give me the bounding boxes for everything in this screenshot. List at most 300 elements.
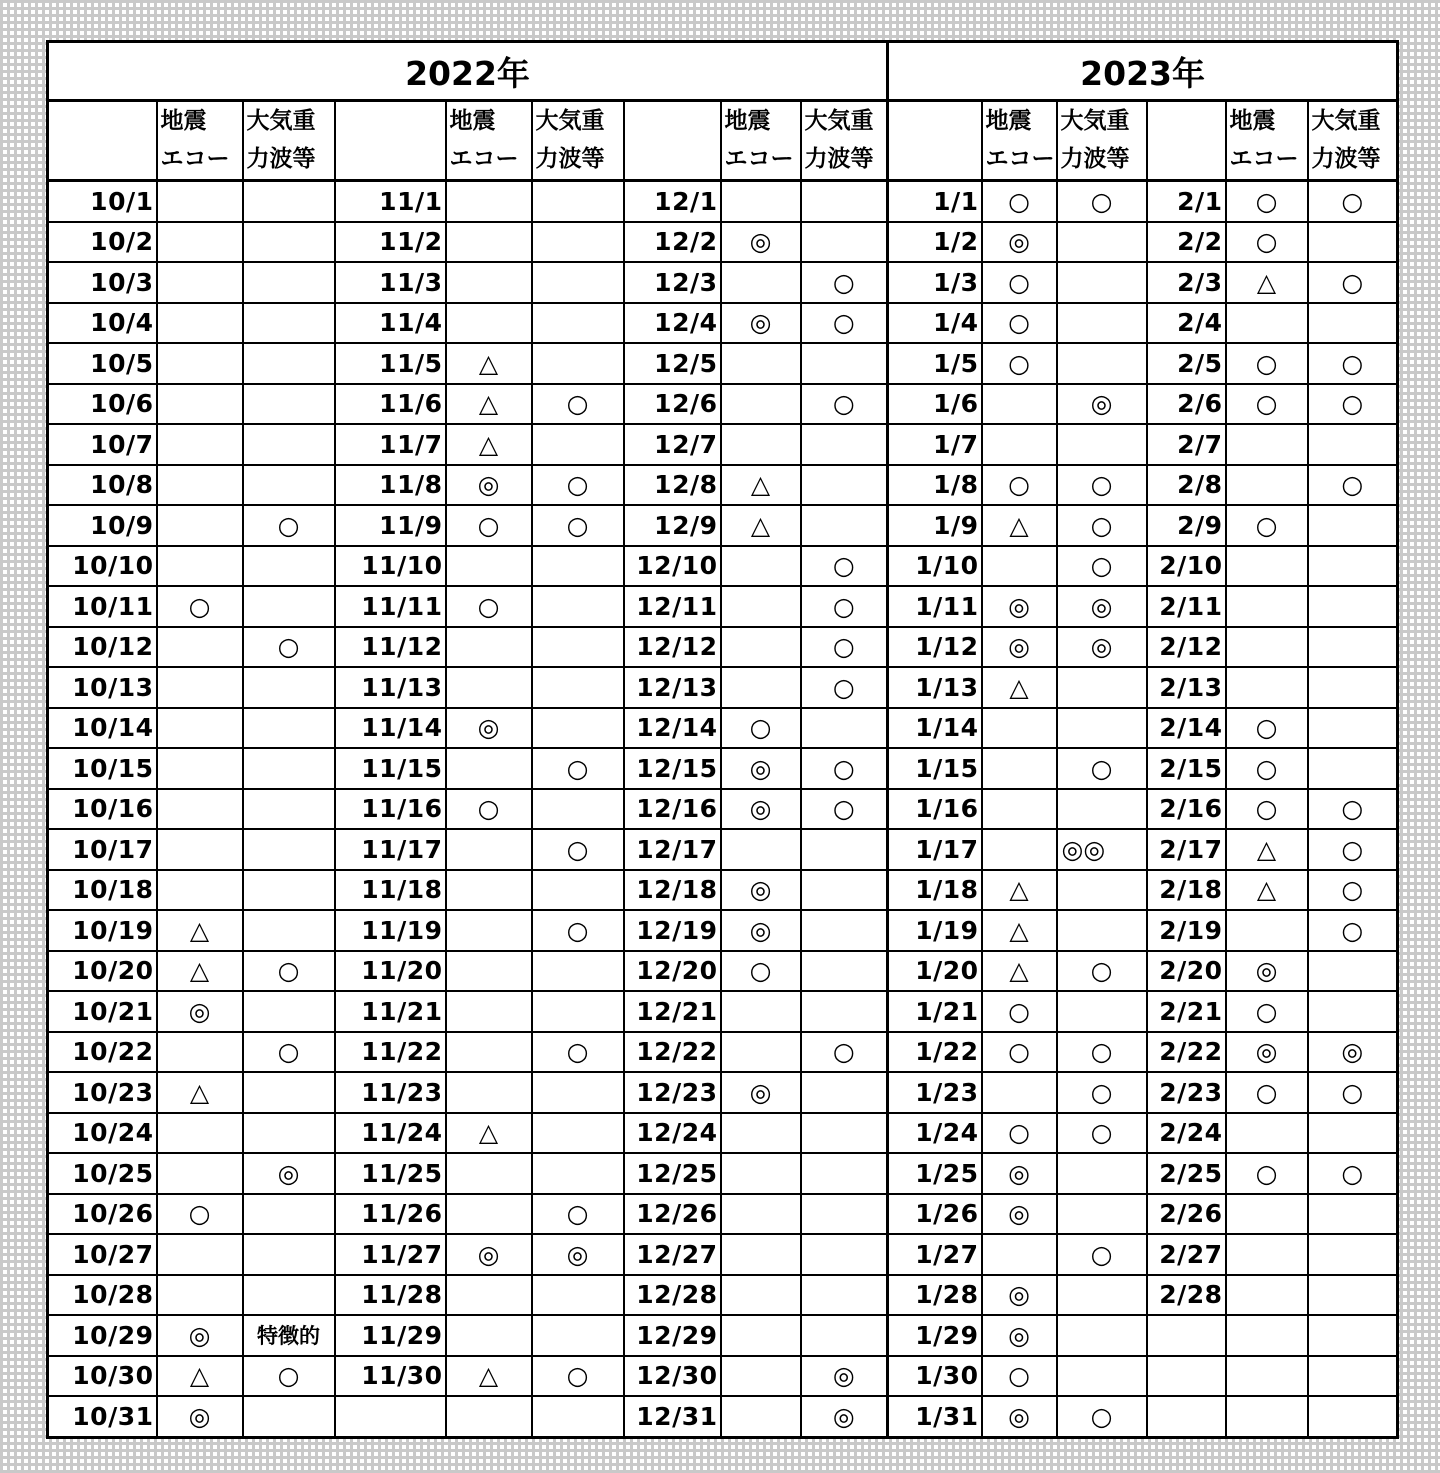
gravity-wave-mark[interactable]: ○ <box>801 789 888 830</box>
gravity-wave-mark[interactable]: ◎ <box>532 1234 624 1275</box>
quake-echo-mark[interactable] <box>982 789 1057 830</box>
gravity-wave-mark[interactable] <box>1057 262 1147 303</box>
quake-echo-mark[interactable] <box>721 1275 801 1316</box>
date-cell[interactable]: 11/4 <box>335 303 446 344</box>
date-cell[interactable]: 1/1 <box>888 181 982 222</box>
date-cell[interactable]: 11/7 <box>335 424 446 465</box>
quake-echo-mark[interactable] <box>1226 465 1308 506</box>
date-cell[interactable]: 10/20 <box>48 951 157 992</box>
date-cell[interactable]: 12/30 <box>624 1356 721 1397</box>
quake-echo-mark[interactable]: ◎ <box>721 789 801 830</box>
quake-echo-mark[interactable]: △ <box>1226 262 1308 303</box>
quake-echo-mark[interactable]: ○ <box>1226 181 1308 222</box>
date-cell[interactable]: 1/8 <box>888 465 982 506</box>
quake-echo-mark[interactable] <box>446 262 532 303</box>
gravity-wave-mark[interactable] <box>1308 222 1398 263</box>
quake-echo-mark[interactable]: △ <box>1226 870 1308 911</box>
gravity-wave-mark[interactable] <box>532 222 624 263</box>
gravity-wave-mark[interactable] <box>532 343 624 384</box>
date-cell[interactable]: 11/19 <box>335 910 446 951</box>
date-cell[interactable]: 1/23 <box>888 1072 982 1113</box>
quake-echo-mark[interactable]: △ <box>157 1072 243 1113</box>
quake-echo-mark[interactable]: △ <box>982 505 1057 546</box>
date-cell[interactable] <box>1147 1315 1226 1356</box>
date-cell[interactable]: 1/15 <box>888 748 982 789</box>
date-cell[interactable]: 10/17 <box>48 829 157 870</box>
quake-echo-header[interactable] <box>1226 101 1308 181</box>
gravity-wave-mark[interactable]: ○ <box>532 748 624 789</box>
gravity-wave-mark[interactable] <box>243 829 335 870</box>
date-cell[interactable]: 11/3 <box>335 262 446 303</box>
date-cell[interactable]: 10/31 <box>48 1396 157 1437</box>
date-cell[interactable]: 12/16 <box>624 789 721 830</box>
quake-echo-mark[interactable] <box>157 465 243 506</box>
date-cell[interactable]: 10/28 <box>48 1275 157 1316</box>
gravity-wave-mark[interactable]: ○ <box>1308 910 1398 951</box>
quake-echo-mark[interactable]: ○ <box>1226 991 1308 1032</box>
quake-echo-mark[interactable] <box>157 303 243 344</box>
gravity-wave-mark[interactable] <box>1308 1113 1398 1154</box>
quake-echo-mark[interactable] <box>721 343 801 384</box>
quake-echo-mark[interactable] <box>446 1315 532 1356</box>
gravity-wave-mark[interactable] <box>1308 1396 1398 1437</box>
date-cell[interactable]: 11/21 <box>335 991 446 1032</box>
quake-echo-mark[interactable] <box>446 991 532 1032</box>
date-cell[interactable]: 2/28 <box>1147 1275 1226 1316</box>
quake-echo-mark[interactable]: △ <box>157 951 243 992</box>
date-cell[interactable]: 1/18 <box>888 870 982 911</box>
quake-echo-mark[interactable]: ◎ <box>157 1315 243 1356</box>
gravity-wave-mark[interactable] <box>532 667 624 708</box>
gravity-wave-mark[interactable] <box>801 1234 888 1275</box>
gravity-wave-mark[interactable]: ○ <box>1057 1234 1147 1275</box>
date-cell[interactable]: 11/8 <box>335 465 446 506</box>
gravity-wave-mark[interactable] <box>1308 303 1398 344</box>
date-cell[interactable]: 2/12 <box>1147 627 1226 668</box>
gravity-wave-header[interactable] <box>1308 101 1398 181</box>
gravity-wave-mark[interactable]: ○ <box>801 546 888 587</box>
date-cell[interactable]: 11/2 <box>335 222 446 263</box>
quake-echo-mark[interactable] <box>446 1396 532 1437</box>
date-cell[interactable]: 12/27 <box>624 1234 721 1275</box>
gravity-wave-mark[interactable] <box>243 708 335 749</box>
date-cell[interactable]: 11/15 <box>335 748 446 789</box>
gravity-wave-mark[interactable] <box>532 789 624 830</box>
date-cell[interactable]: 11/26 <box>335 1194 446 1235</box>
quake-echo-mark[interactable] <box>157 1113 243 1154</box>
gravity-wave-mark[interactable] <box>532 1072 624 1113</box>
date-cell[interactable]: 12/28 <box>624 1275 721 1316</box>
gravity-wave-mark[interactable] <box>1308 627 1398 668</box>
date-cell[interactable]: 12/3 <box>624 262 721 303</box>
date-cell[interactable]: 10/12 <box>48 627 157 668</box>
date-cell[interactable]: 12/14 <box>624 708 721 749</box>
gravity-wave-mark[interactable]: ◎ <box>243 1153 335 1194</box>
gravity-wave-mark[interactable]: ○ <box>532 384 624 425</box>
gravity-wave-mark[interactable] <box>1308 586 1398 627</box>
quake-echo-header[interactable] <box>446 101 532 181</box>
gravity-wave-mark[interactable]: ◎ <box>1057 627 1147 668</box>
quake-echo-mark[interactable] <box>157 1275 243 1316</box>
gravity-wave-mark[interactable]: ○ <box>243 951 335 992</box>
quake-echo-mark[interactable]: △ <box>446 424 532 465</box>
quake-echo-mark[interactable]: ○ <box>1226 789 1308 830</box>
date-cell[interactable]: 12/6 <box>624 384 721 425</box>
gravity-wave-mark[interactable]: ◎ <box>1057 384 1147 425</box>
quake-echo-mark[interactable]: ◎ <box>982 586 1057 627</box>
quake-echo-mark[interactable] <box>157 424 243 465</box>
quake-echo-mark[interactable] <box>157 748 243 789</box>
gravity-wave-mark[interactable]: ○ <box>801 667 888 708</box>
gravity-wave-mark[interactable]: ○ <box>801 384 888 425</box>
gravity-wave-mark[interactable]: ○ <box>1308 1072 1398 1113</box>
gravity-wave-mark[interactable]: ◎ <box>1057 586 1147 627</box>
quake-echo-mark[interactable]: ○ <box>982 1032 1057 1073</box>
gravity-wave-mark[interactable] <box>243 1396 335 1437</box>
gravity-wave-mark[interactable] <box>801 465 888 506</box>
gravity-wave-mark[interactable]: ◎ <box>801 1396 888 1437</box>
quake-echo-mark[interactable] <box>721 627 801 668</box>
gravity-wave-header[interactable] <box>801 101 888 181</box>
quake-echo-mark[interactable] <box>157 505 243 546</box>
quake-echo-mark[interactable] <box>1226 1113 1308 1154</box>
date-cell[interactable]: 10/24 <box>48 1113 157 1154</box>
quake-echo-mark[interactable] <box>982 1072 1057 1113</box>
quake-echo-mark[interactable]: ◎ <box>982 1275 1057 1316</box>
date-cell[interactable]: 2/27 <box>1147 1234 1226 1275</box>
date-cell[interactable] <box>335 1396 446 1437</box>
quake-echo-mark[interactable] <box>1226 627 1308 668</box>
date-cell[interactable]: 2/9 <box>1147 505 1226 546</box>
date-cell[interactable]: 1/13 <box>888 667 982 708</box>
quake-echo-mark[interactable] <box>721 1113 801 1154</box>
date-cell[interactable]: 1/26 <box>888 1194 982 1235</box>
date-cell[interactable]: 2/13 <box>1147 667 1226 708</box>
gravity-wave-mark[interactable]: ○ <box>801 748 888 789</box>
gravity-wave-mark[interactable] <box>243 667 335 708</box>
quake-echo-mark[interactable]: ○ <box>982 1356 1057 1397</box>
date-cell[interactable]: 10/5 <box>48 343 157 384</box>
quake-echo-mark[interactable] <box>1226 1396 1308 1437</box>
date-cell[interactable]: 2/4 <box>1147 303 1226 344</box>
quake-echo-mark[interactable] <box>157 708 243 749</box>
quake-echo-mark[interactable]: △ <box>982 951 1057 992</box>
gravity-wave-mark[interactable] <box>243 343 335 384</box>
quake-echo-mark[interactable]: ◎ <box>982 1153 1057 1194</box>
quake-echo-mark[interactable] <box>446 1153 532 1194</box>
date-cell[interactable]: 12/29 <box>624 1315 721 1356</box>
gravity-wave-mark[interactable] <box>1308 991 1398 1032</box>
quake-echo-mark[interactable] <box>1226 1234 1308 1275</box>
gravity-wave-mark[interactable]: ○ <box>1057 181 1147 222</box>
quake-echo-mark[interactable]: ◎ <box>721 748 801 789</box>
date-cell[interactable]: 1/24 <box>888 1113 982 1154</box>
quake-echo-mark[interactable] <box>446 667 532 708</box>
gravity-wave-mark[interactable] <box>1057 667 1147 708</box>
date-column-header[interactable] <box>48 101 157 181</box>
gravity-wave-mark[interactable] <box>1308 708 1398 749</box>
quake-echo-mark[interactable]: ◎ <box>446 1234 532 1275</box>
date-cell[interactable]: 10/4 <box>48 303 157 344</box>
date-cell[interactable]: 2/19 <box>1147 910 1226 951</box>
date-cell[interactable]: 11/23 <box>335 1072 446 1113</box>
gravity-wave-mark[interactable]: ○ <box>243 1032 335 1073</box>
gravity-wave-mark[interactable]: ○ <box>243 1356 335 1397</box>
quake-echo-mark[interactable]: △ <box>721 505 801 546</box>
date-cell[interactable]: 11/28 <box>335 1275 446 1316</box>
date-cell[interactable]: 11/12 <box>335 627 446 668</box>
gravity-wave-mark[interactable] <box>801 829 888 870</box>
date-cell[interactable]: 12/2 <box>624 222 721 263</box>
gravity-wave-mark[interactable]: ○ <box>801 627 888 668</box>
quake-echo-mark[interactable] <box>721 424 801 465</box>
date-cell[interactable]: 2/23 <box>1147 1072 1226 1113</box>
quake-echo-mark[interactable] <box>157 181 243 222</box>
gravity-wave-mark[interactable] <box>1308 667 1398 708</box>
quake-echo-mark[interactable] <box>982 384 1057 425</box>
quake-echo-mark[interactable] <box>446 748 532 789</box>
date-cell[interactable]: 11/1 <box>335 181 446 222</box>
date-cell[interactable]: 1/7 <box>888 424 982 465</box>
gravity-wave-mark[interactable]: ○ <box>532 505 624 546</box>
date-cell[interactable]: 1/19 <box>888 910 982 951</box>
date-cell[interactable]: 1/28 <box>888 1275 982 1316</box>
date-cell[interactable]: 10/30 <box>48 1356 157 1397</box>
gravity-wave-mark[interactable]: ○ <box>1308 343 1398 384</box>
gravity-wave-mark[interactable] <box>532 181 624 222</box>
quake-echo-mark[interactable]: △ <box>446 343 532 384</box>
quake-echo-mark[interactable] <box>721 667 801 708</box>
date-cell[interactable]: 1/9 <box>888 505 982 546</box>
quake-echo-mark[interactable]: △ <box>157 1356 243 1397</box>
date-cell[interactable]: 1/21 <box>888 991 982 1032</box>
date-cell[interactable]: 12/1 <box>624 181 721 222</box>
gravity-wave-mark[interactable] <box>532 627 624 668</box>
date-cell[interactable]: 2/22 <box>1147 1032 1226 1073</box>
quake-echo-mark[interactable] <box>721 1234 801 1275</box>
quake-echo-mark[interactable]: ◎ <box>1226 951 1308 992</box>
date-cell[interactable]: 12/17 <box>624 829 721 870</box>
date-cell[interactable]: 12/18 <box>624 870 721 911</box>
gravity-wave-mark[interactable] <box>1308 1234 1398 1275</box>
date-cell[interactable]: 11/30 <box>335 1356 446 1397</box>
quake-echo-mark[interactable]: ○ <box>982 181 1057 222</box>
date-cell[interactable]: 12/10 <box>624 546 721 587</box>
gravity-wave-header[interactable] <box>1057 101 1147 181</box>
gravity-wave-mark[interactable] <box>532 1113 624 1154</box>
gravity-wave-mark[interactable] <box>532 303 624 344</box>
quake-echo-mark[interactable] <box>1226 424 1308 465</box>
quake-echo-mark[interactable] <box>446 546 532 587</box>
date-cell[interactable]: 1/20 <box>888 951 982 992</box>
gravity-wave-mark[interactable]: ○ <box>1057 1113 1147 1154</box>
quake-echo-mark[interactable] <box>446 951 532 992</box>
gravity-wave-mark[interactable] <box>1308 1315 1398 1356</box>
date-cell[interactable]: 12/8 <box>624 465 721 506</box>
quake-echo-mark[interactable] <box>446 829 532 870</box>
quake-echo-mark[interactable]: ◎ <box>1226 1032 1308 1073</box>
date-cell[interactable]: 2/18 <box>1147 870 1226 911</box>
gravity-wave-mark[interactable] <box>1308 1275 1398 1316</box>
date-cell[interactable]: 2/17 <box>1147 829 1226 870</box>
quake-echo-mark[interactable] <box>157 627 243 668</box>
quake-echo-mark[interactable]: ○ <box>982 465 1057 506</box>
quake-echo-mark[interactable] <box>1226 910 1308 951</box>
gravity-wave-mark[interactable] <box>243 424 335 465</box>
quake-echo-mark[interactable]: ○ <box>982 343 1057 384</box>
gravity-wave-mark[interactable] <box>801 1153 888 1194</box>
quake-echo-mark[interactable]: ◎ <box>982 222 1057 263</box>
gravity-wave-mark[interactable]: ○ <box>1057 748 1147 789</box>
date-cell[interactable] <box>1147 1396 1226 1437</box>
quake-echo-mark[interactable]: ○ <box>721 951 801 992</box>
date-cell[interactable]: 12/13 <box>624 667 721 708</box>
gravity-wave-mark[interactable] <box>243 303 335 344</box>
quake-echo-mark[interactable]: ○ <box>157 1194 243 1235</box>
date-column-header[interactable] <box>1147 101 1226 181</box>
gravity-wave-mark[interactable] <box>801 1072 888 1113</box>
quake-echo-mark[interactable]: ◎ <box>157 1396 243 1437</box>
quake-echo-mark[interactable] <box>446 1194 532 1235</box>
date-cell[interactable]: 2/26 <box>1147 1194 1226 1235</box>
quake-echo-mark[interactable] <box>982 1234 1057 1275</box>
gravity-wave-mark[interactable]: ○ <box>532 910 624 951</box>
date-cell[interactable]: 12/23 <box>624 1072 721 1113</box>
gravity-wave-mark[interactable]: ○ <box>1308 181 1398 222</box>
date-cell[interactable]: 1/14 <box>888 708 982 749</box>
quake-echo-mark[interactable]: △ <box>446 1113 532 1154</box>
gravity-wave-mark[interactable] <box>801 424 888 465</box>
date-column-header[interactable] <box>888 101 982 181</box>
quake-echo-mark[interactable]: △ <box>446 384 532 425</box>
date-cell[interactable]: 11/10 <box>335 546 446 587</box>
gravity-wave-mark[interactable] <box>532 546 624 587</box>
date-cell[interactable]: 12/4 <box>624 303 721 344</box>
quake-echo-mark[interactable]: ○ <box>1226 505 1308 546</box>
gravity-wave-mark[interactable] <box>532 586 624 627</box>
quake-echo-mark[interactable]: △ <box>1226 829 1308 870</box>
date-cell[interactable]: 2/24 <box>1147 1113 1226 1154</box>
quake-echo-header[interactable] <box>982 101 1057 181</box>
quake-echo-mark[interactable] <box>446 910 532 951</box>
quake-echo-mark[interactable]: △ <box>982 870 1057 911</box>
date-cell[interactable]: 10/19 <box>48 910 157 951</box>
gravity-wave-mark[interactable] <box>532 424 624 465</box>
gravity-wave-mark[interactable]: 特徴的 <box>243 1315 335 1356</box>
date-cell[interactable]: 10/22 <box>48 1032 157 1073</box>
gravity-wave-mark[interactable]: ○ <box>1308 262 1398 303</box>
gravity-wave-mark[interactable]: ○ <box>1308 1153 1398 1194</box>
quake-echo-mark[interactable] <box>721 384 801 425</box>
gravity-wave-mark[interactable] <box>1308 951 1398 992</box>
gravity-wave-mark[interactable] <box>243 1234 335 1275</box>
gravity-wave-mark[interactable] <box>1057 991 1147 1032</box>
date-cell[interactable]: 1/27 <box>888 1234 982 1275</box>
quake-echo-mark[interactable] <box>157 870 243 911</box>
quake-echo-mark[interactable]: ○ <box>446 586 532 627</box>
date-cell[interactable]: 1/3 <box>888 262 982 303</box>
quake-echo-mark[interactable] <box>157 789 243 830</box>
quake-echo-mark[interactable]: ◎ <box>982 1396 1057 1437</box>
gravity-wave-mark[interactable] <box>243 789 335 830</box>
quake-echo-mark[interactable] <box>982 708 1057 749</box>
gravity-wave-mark[interactable] <box>243 1072 335 1113</box>
date-cell[interactable]: 11/29 <box>335 1315 446 1356</box>
date-cell[interactable]: 10/15 <box>48 748 157 789</box>
date-cell[interactable]: 10/18 <box>48 870 157 911</box>
date-cell[interactable]: 12/12 <box>624 627 721 668</box>
quake-echo-mark[interactable] <box>721 1356 801 1397</box>
date-cell[interactable]: 10/26 <box>48 1194 157 1235</box>
quake-echo-mark[interactable]: ◎ <box>446 465 532 506</box>
date-cell[interactable]: 12/26 <box>624 1194 721 1235</box>
gravity-wave-mark[interactable]: ○ <box>532 829 624 870</box>
date-cell[interactable]: 11/20 <box>335 951 446 992</box>
quake-echo-mark[interactable]: ○ <box>982 303 1057 344</box>
gravity-wave-mark[interactable]: ○ <box>1308 829 1398 870</box>
gravity-wave-mark[interactable] <box>532 951 624 992</box>
gravity-wave-mark[interactable]: ○ <box>243 505 335 546</box>
gravity-wave-mark[interactable] <box>243 586 335 627</box>
year-2022-header[interactable]: 2022年 <box>48 42 888 101</box>
gravity-wave-mark[interactable]: ○ <box>801 1032 888 1073</box>
date-cell[interactable]: 12/5 <box>624 343 721 384</box>
gravity-wave-mark[interactable] <box>243 546 335 587</box>
date-cell[interactable]: 10/27 <box>48 1234 157 1275</box>
gravity-wave-mark[interactable] <box>1057 343 1147 384</box>
gravity-wave-mark[interactable] <box>1057 1315 1147 1356</box>
gravity-wave-mark[interactable]: ◎ <box>801 1356 888 1397</box>
date-cell[interactable]: 11/11 <box>335 586 446 627</box>
gravity-wave-mark[interactable] <box>1308 1194 1398 1235</box>
date-column-header[interactable] <box>335 101 446 181</box>
quake-echo-mark[interactable]: ○ <box>1226 748 1308 789</box>
date-cell[interactable]: 2/15 <box>1147 748 1226 789</box>
date-cell[interactable]: 2/8 <box>1147 465 1226 506</box>
date-cell[interactable]: 12/11 <box>624 586 721 627</box>
quake-echo-mark[interactable] <box>721 262 801 303</box>
date-cell[interactable]: 10/14 <box>48 708 157 749</box>
gravity-wave-mark[interactable] <box>243 384 335 425</box>
gravity-wave-mark[interactable]: ○ <box>243 627 335 668</box>
quake-echo-mark[interactable] <box>982 546 1057 587</box>
gravity-wave-header[interactable] <box>243 101 335 181</box>
quake-echo-mark[interactable] <box>157 384 243 425</box>
quake-echo-mark[interactable] <box>157 1153 243 1194</box>
gravity-wave-mark[interactable] <box>801 505 888 546</box>
gravity-wave-mark[interactable] <box>243 870 335 911</box>
gravity-wave-mark[interactable]: ○ <box>801 586 888 627</box>
gravity-wave-mark[interactable]: ○ <box>1057 951 1147 992</box>
quake-echo-mark[interactable] <box>721 181 801 222</box>
quake-echo-mark[interactable] <box>157 546 243 587</box>
gravity-wave-mark[interactable] <box>801 1315 888 1356</box>
date-cell[interactable]: 10/9 <box>48 505 157 546</box>
quake-echo-mark[interactable] <box>446 627 532 668</box>
gravity-wave-mark[interactable]: ○ <box>532 1356 624 1397</box>
date-cell[interactable]: 1/16 <box>888 789 982 830</box>
date-cell[interactable]: 12/9 <box>624 505 721 546</box>
date-cell[interactable]: 11/17 <box>335 829 446 870</box>
quake-echo-mark[interactable] <box>1226 1356 1308 1397</box>
date-cell[interactable]: 10/21 <box>48 991 157 1032</box>
quake-echo-mark[interactable] <box>721 991 801 1032</box>
gravity-wave-mark[interactable] <box>1308 546 1398 587</box>
quake-echo-mark[interactable]: △ <box>982 667 1057 708</box>
quake-echo-mark[interactable] <box>446 303 532 344</box>
quake-echo-mark[interactable] <box>1226 586 1308 627</box>
date-cell[interactable]: 12/22 <box>624 1032 721 1073</box>
